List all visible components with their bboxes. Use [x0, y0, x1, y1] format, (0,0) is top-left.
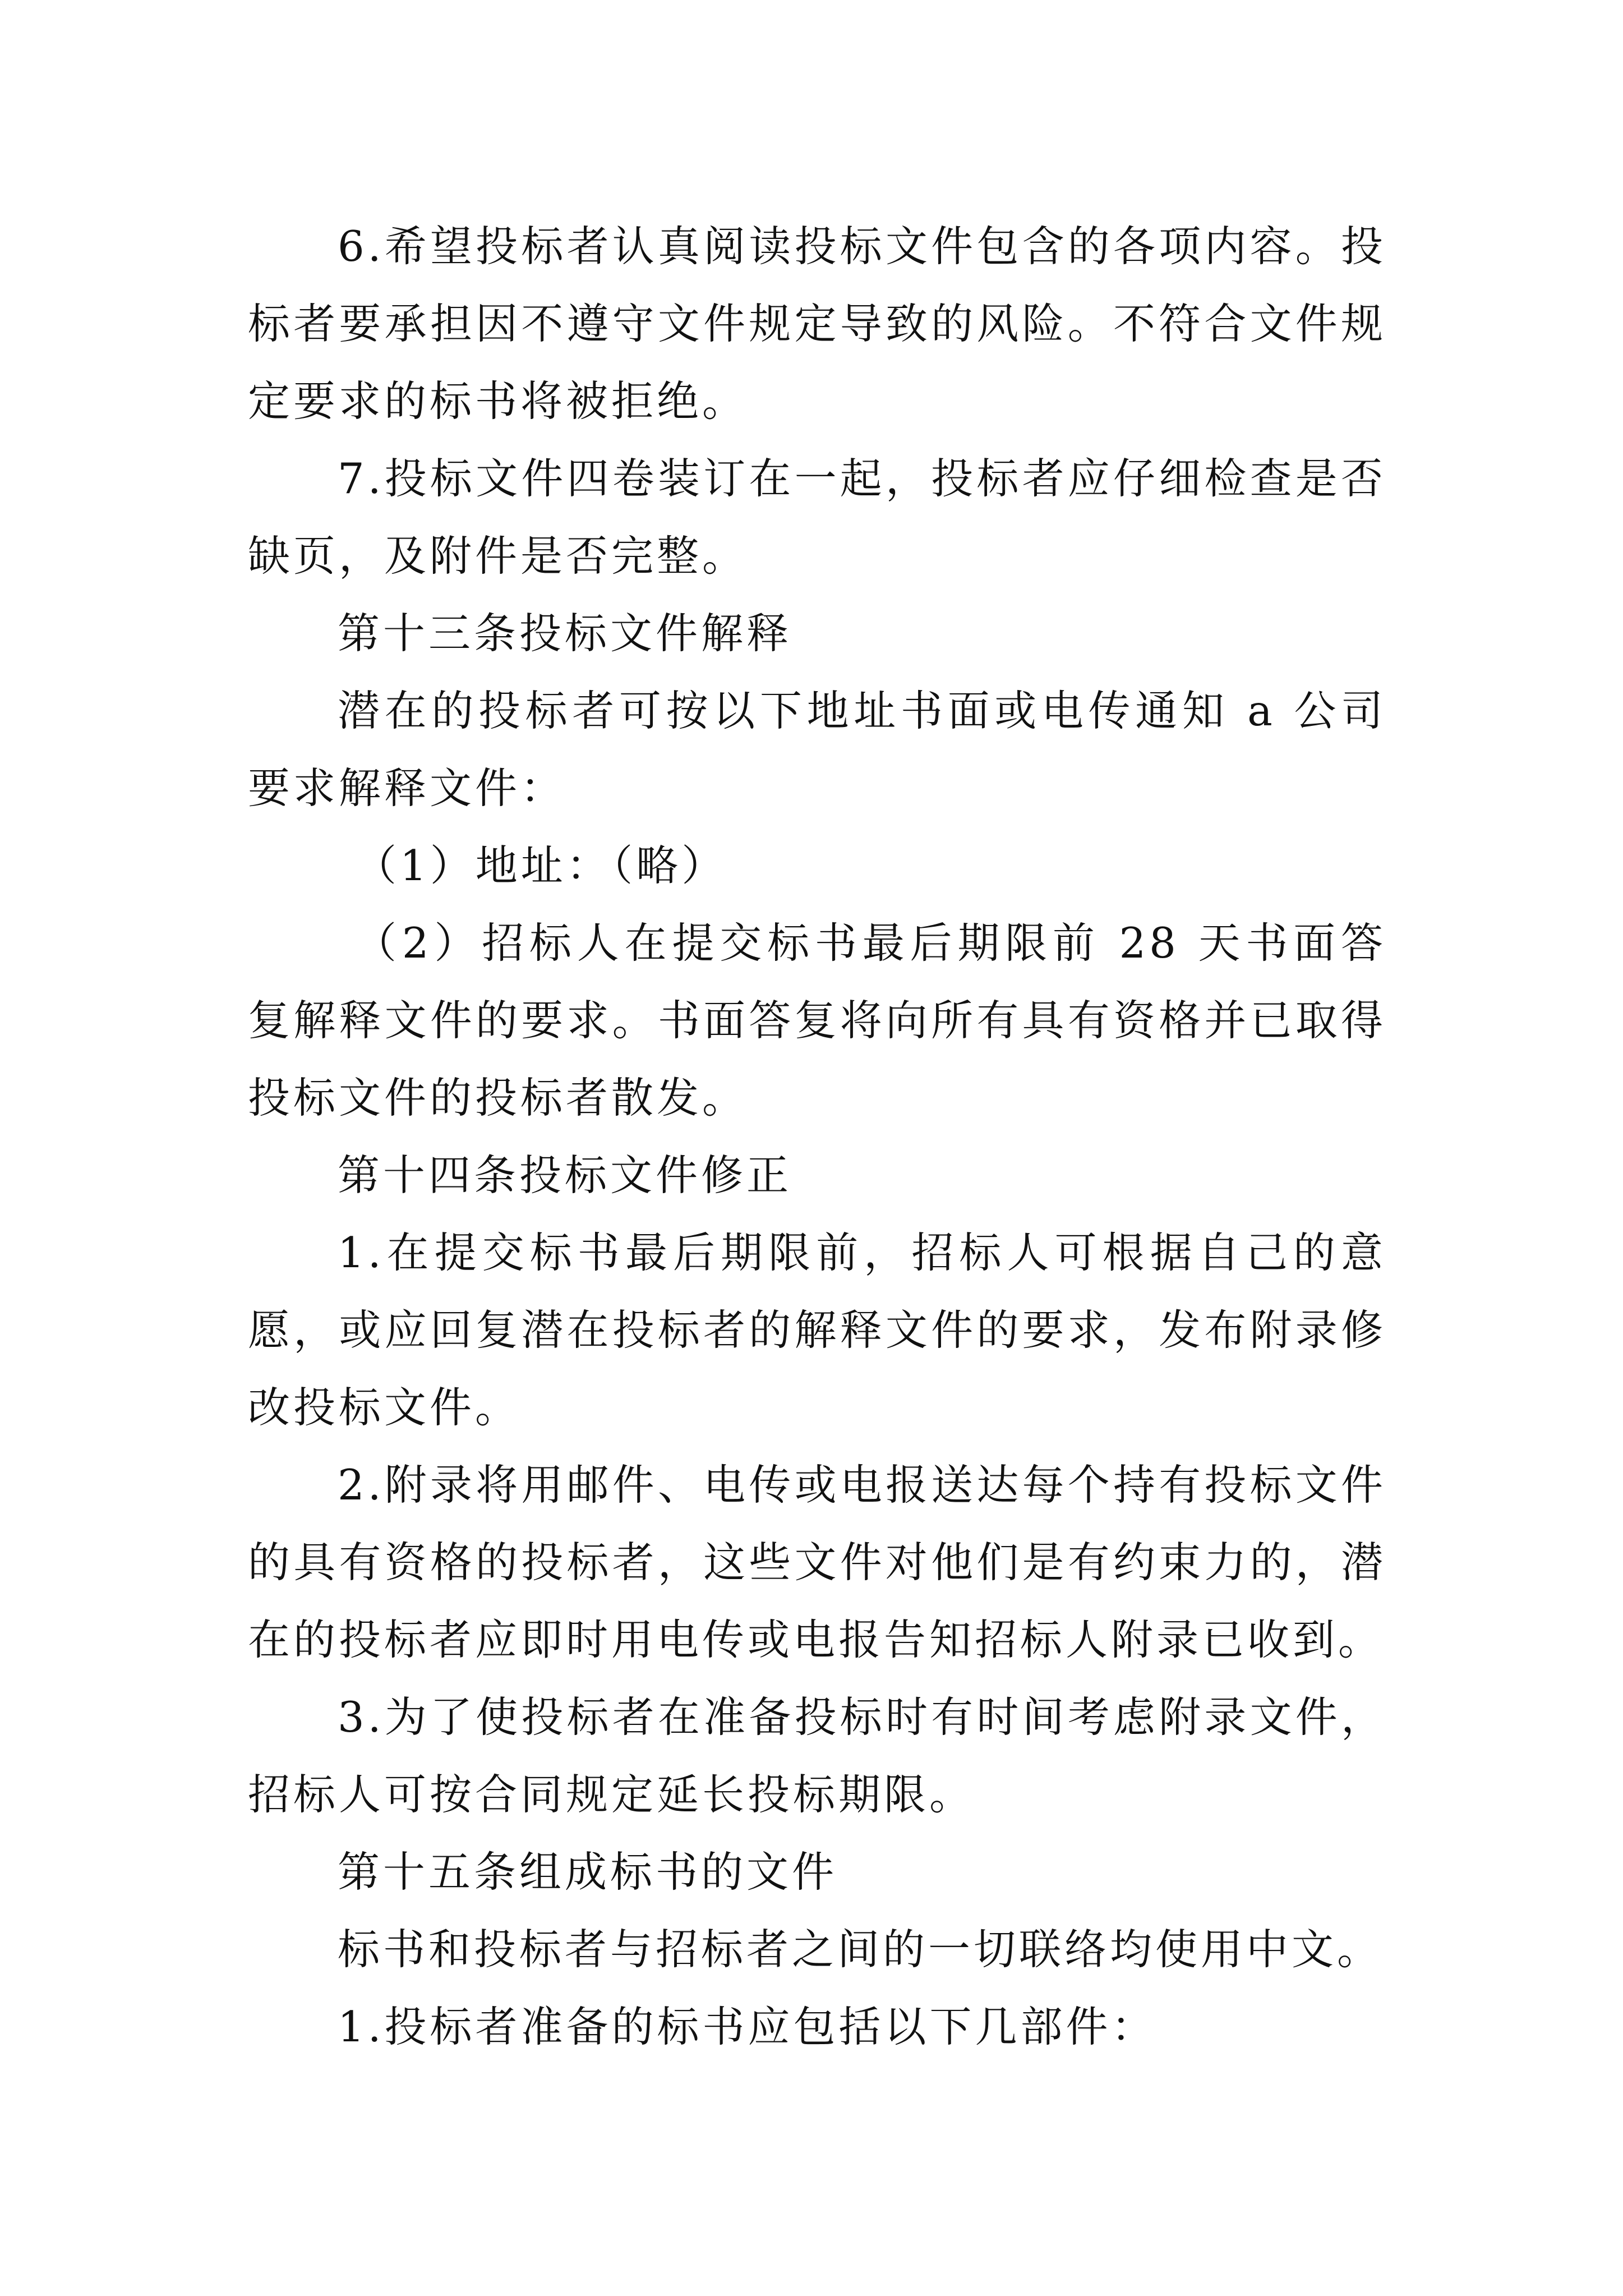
paragraph-amendment-2: 2.附录将用邮件、电传或电报送达每个持有投标文件的具有资格的投标者，这些文件对他们是有约束力的，潜在的投标者应即时用电传或电报告知招标人附录已收到。 — [248, 1460, 1386, 1664]
paragraph-interpretation-request: 潜在的投标者可按以下地址书面或电传通知 a 公司要求解释文件： — [248, 686, 1386, 813]
section-heading-15: 第十五条组成标书的文件 — [338, 1847, 838, 1897]
document-body — [248, 208, 1386, 2065]
paragraph-written-reply: （2）招标人在提交标书最后期限前 28 天书面答复解释文件的要求。书面答复将向所有具有资格并已取得投标文件的投标者散发。 — [248, 918, 1386, 1122]
paragraph-amendment-3: 3.为了使投标者在准备投标时有时间考虑附录文件，招标人可按合同规定延长投标期限。 — [248, 1692, 1386, 1819]
section-heading-13: 第十三条投标文件解释 — [338, 609, 792, 658]
section-heading-14: 第十四条投标文件修正 — [338, 1151, 792, 1200]
paragraph-amendment-1: 1.在提交标书最后期限前，招标人可根据自己的意愿，或应回复潜在投标者的解释文件的要求，发布附录修改投标文件。 — [248, 1228, 1386, 1432]
paragraph-item-7: 7.投标文件四卷装订在一起，投标者应仔细检查是否缺页，及附件是否完整。 — [248, 454, 1386, 581]
paragraph-bid-components: 1.投标者准备的标书应包括以下几部件： — [338, 2002, 1157, 2051]
paragraph-item-6: 6.希望投标者认真阅读投标文件包含的各项内容。投标者要承担因不遵守文件规定导致的风险。不符合文件规定要求的标书将被拒绝。 — [248, 222, 1386, 426]
paragraph-address: （1）地址：（略） — [354, 841, 727, 890]
paragraph-language: 标书和投标者与招标者之间的一切联络均使用中文。 — [338, 1925, 1383, 1974]
